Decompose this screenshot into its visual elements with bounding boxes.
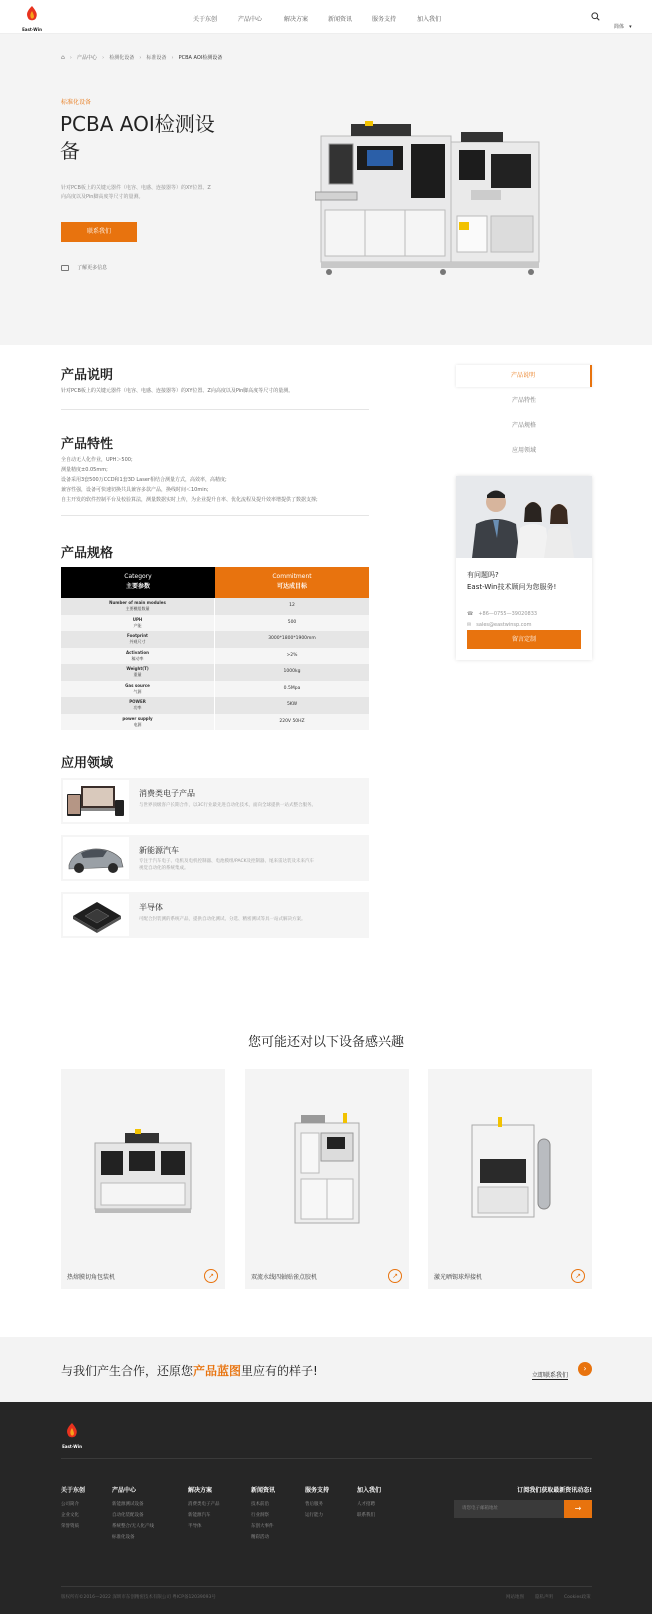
cta-slogan (61, 1362, 318, 1379)
hero-desc (61, 184, 211, 202)
phone-number: +86—0755—39020833 (478, 611, 538, 617)
footer-col-head[interactable]: 关于东创 (61, 1487, 86, 1494)
application-title: 消费类电子产品 (139, 789, 195, 798)
contact-email (467, 611, 531, 630)
nav-join[interactable]: 加入我们 (417, 16, 442, 23)
spec-cell-category (61, 681, 215, 698)
message-icon (61, 265, 69, 271)
description-title: 产品说明 (61, 368, 114, 383)
footer-link[interactable]: 人才招聘 (357, 1502, 375, 1507)
spec-cell-category (61, 697, 215, 714)
home-icon[interactable]: ⌂ (61, 54, 65, 61)
spec-cell-value: >2% (286, 652, 298, 658)
footer-link[interactable]: 联系我们 (357, 1513, 375, 1518)
footer-link[interactable]: 消费类电子产品 (188, 1502, 220, 1507)
footer-col-head[interactable]: 加入我们 (357, 1487, 382, 1494)
sidebar-item-description[interactable] (456, 365, 592, 387)
sidebar-item-applications[interactable]: 应用领域 (511, 447, 536, 454)
chevron-down-icon: ▾ (629, 24, 632, 30)
divider (61, 515, 369, 516)
table-row (61, 681, 369, 698)
subscribe-email-input[interactable]: 请您电子邮箱地址 (454, 1500, 564, 1518)
related-machine-image (468, 1115, 554, 1225)
footer-col-links (305, 1499, 323, 1521)
spec-table (61, 598, 369, 730)
arrow-right-icon[interactable]: ↗ (571, 1269, 585, 1283)
spec-cell-category (61, 615, 215, 632)
footer-col-links (61, 1499, 79, 1532)
application-desc-line: 视觉自动化的系统集成。 (139, 866, 189, 871)
sidebar-item-spec[interactable]: 产品规格 (511, 422, 536, 429)
footer-link[interactable]: 自动化装配设备 (112, 1513, 144, 1518)
application-card-semiconductor[interactable] (61, 892, 369, 938)
divider (61, 1586, 592, 1587)
related-card-label: 热熔膜切角包装机 (67, 1274, 116, 1281)
nav-about[interactable]: 关于东创 (193, 16, 218, 23)
footer-col-links (188, 1499, 220, 1532)
spec-cn: 电源 (133, 721, 142, 727)
footer-col-head[interactable]: 产品中心 (112, 1487, 137, 1494)
subscribe-title: 订阅我们获取最新资讯动态! (517, 1487, 592, 1494)
footer-link[interactable]: 新能源测试设备 (112, 1502, 144, 1507)
copyright: 版权所有©2016—2022 深圳市东创精密技术有限公司 粤ICP备12039093号 (61, 1595, 216, 1600)
contact-us-button[interactable]: 联系我们 (61, 222, 137, 242)
spec-en: Gas source (125, 682, 150, 688)
breadcrumb-sep: › (171, 55, 174, 61)
more-info-label: 了解更多信息 (77, 265, 108, 271)
spec-cell-category (61, 714, 215, 731)
feature-line: 自主开发的软件控制平台及校验算法，测量数据实时上传，为企业提升自率、优化流程及提升效率增提供了数据支撑; (61, 497, 318, 503)
feature-line: 兼容性强，设备可快速切换共具兼容多款产品，换线时间＜10min; (61, 487, 209, 493)
breadcrumb-item[interactable]: 检测化设备 (109, 55, 135, 61)
footer-link[interactable]: 东创大事件 (251, 1524, 274, 1529)
spec-en: Activation (126, 649, 149, 655)
footer-col-links (357, 1499, 375, 1521)
nav-products[interactable]: 产品中心 (238, 16, 263, 23)
footer-col-head[interactable]: 解决方案 (188, 1487, 213, 1494)
spec-cn: 重量 (133, 672, 142, 677)
email-address[interactable]: sales@eastwinsp.com (476, 622, 532, 628)
breadcrumb-item[interactable]: 产品中心 (77, 55, 98, 61)
spec-cell-category (61, 631, 215, 648)
page-title (60, 111, 215, 165)
breadcrumb-item[interactable]: 标准设备 (146, 55, 167, 61)
footer-link[interactable]: 半导体 (188, 1524, 202, 1529)
related-machine-image (291, 1113, 363, 1229)
footer-col-links (112, 1499, 154, 1543)
table-row (61, 598, 369, 615)
spec-header-commitment (215, 567, 369, 598)
table-row (61, 714, 369, 731)
footer-bottom-link[interactable]: 隐私声明 (535, 1595, 553, 1600)
features-title: 产品特性 (61, 437, 114, 452)
subscribe-arrow-icon[interactable]: → (564, 1500, 592, 1518)
phone-icon: ☎ (467, 611, 474, 617)
table-row (61, 697, 369, 714)
footer-link[interactable]: 售后服务 (305, 1502, 323, 1507)
spec-cell-value: 1000kg (283, 669, 301, 674)
footer-col-links (251, 1499, 274, 1543)
footer-bottom-link[interactable]: 网站地图 (506, 1595, 524, 1600)
spec-cell-value: 220V 50HZ (279, 718, 305, 724)
spec-header-category (61, 567, 215, 598)
spec-en: Number of main modules (109, 600, 166, 605)
application-desc (139, 858, 314, 872)
spec-cell-value: 3000*1800*1900mm (268, 636, 316, 641)
contact-now-link[interactable] (532, 1362, 568, 1381)
consumer-electronics-image (63, 780, 129, 822)
spec-cell-category (61, 598, 215, 615)
table-row (61, 648, 369, 665)
spec-en: power supply (122, 715, 153, 721)
site-header (0, 0, 652, 34)
logo-flame-icon (20, 5, 44, 23)
footer-link[interactable]: 企业文化 (61, 1513, 79, 1518)
contact-now-label: 立即联系我们 (532, 1372, 569, 1379)
footer-logo-text: East-Win (62, 1444, 82, 1449)
footer-link[interactable]: 精彩活动 (251, 1535, 269, 1540)
application-card-consumer[interactable] (61, 778, 369, 824)
spec-en: Weight(T) (126, 666, 149, 671)
application-desc: 与世界顶级客户长期合作，以3C行业最先进自动化技术，面向全球提供一站式整合服务。 (139, 803, 317, 808)
applications-title: 应用领域 (61, 756, 114, 771)
spec-header-cn: 可达成目标 (276, 583, 307, 590)
page-title-line1: PCBA AOI检测设 (60, 112, 215, 136)
search-icon[interactable] (591, 12, 600, 21)
footer-logo[interactable] (60, 1422, 84, 1448)
related-card[interactable] (61, 1069, 225, 1289)
spec-cell-category (61, 664, 215, 681)
logo[interactable] (20, 5, 44, 31)
spec-cell-value: 0.5Mpa (283, 685, 301, 691)
hero-desc-line2: 向高度以及Pin脚高度等尺寸的量测。 (61, 194, 144, 200)
contact-question: 有问题吗? (467, 571, 499, 579)
spec-header-cn: 主要参数 (125, 583, 150, 590)
footer-link[interactable]: 系统整合/无人化产线 (112, 1524, 155, 1529)
arrow-right-icon[interactable]: ↗ (388, 1269, 402, 1283)
arrow-right-icon[interactable]: › (578, 1362, 592, 1376)
language-label: 简体 (614, 24, 625, 30)
footer-link[interactable]: 公司简介 (61, 1502, 79, 1507)
spec-header-en: Category (124, 573, 152, 580)
language-switch[interactable] (614, 13, 632, 32)
more-info-link[interactable] (61, 257, 107, 276)
breadcrumb-sep: › (102, 55, 105, 61)
related-card[interactable] (245, 1069, 409, 1289)
footer-link[interactable]: 标准化设备 (112, 1535, 135, 1540)
spec-en: UPH (132, 616, 143, 622)
feature-line: 设备采用3套500万CCD和1套3D Laser相结合测量方式，高效率，高精度; (61, 477, 227, 483)
application-desc-line: 专注于汽车电子、电机及电机控制器、电池模组/PACK及控制器、尾来雷达装及未来汽车 (139, 859, 315, 864)
footer-col-head[interactable]: 服务支持 (305, 1487, 330, 1494)
spec-cn: 外观尺寸 (129, 639, 146, 644)
nav-support[interactable]: 服务支持 (372, 16, 397, 23)
table-row (61, 631, 369, 648)
footer-link[interactable]: 运行能力 (305, 1513, 323, 1518)
application-title: 新能源汽车 (139, 846, 179, 855)
divider (61, 409, 369, 410)
related-title: 您可能还对以下设备感兴趣 (247, 1035, 404, 1050)
features-list (61, 455, 318, 505)
mail-icon: ✉ (467, 622, 472, 628)
spec-en: Footprint (127, 633, 148, 638)
hero-desc-line1: 针对PCB板上的关键元器件（电容、电感、连接器等）的XY位置、Z (61, 185, 211, 191)
related-machine-image (91, 1127, 195, 1223)
spec-cell-value: 12 (289, 603, 295, 608)
cta-slogan-highlight: 产品蓝图 (193, 1364, 242, 1378)
logo-flame-icon (60, 1422, 84, 1440)
divider (61, 1458, 592, 1459)
footer-col-head[interactable]: 新闻资讯 (251, 1487, 276, 1494)
breadcrumb-sep: › (139, 55, 142, 61)
footer-link[interactable]: 荣誉资质 (61, 1524, 79, 1529)
arrow-right-icon[interactable]: ↗ (204, 1269, 218, 1283)
nav-solutions[interactable]: 解决方案 (284, 16, 309, 23)
application-desc: 可配合封装测的系统产品，提供自动化测试、分选、精密测试等具一站式解决方案。 (139, 917, 306, 922)
spec-cn: 功率 (133, 705, 142, 710)
cta-slogan-pre: 与我们产生合作，还原您 (61, 1364, 194, 1378)
footer-link[interactable]: 技术前沿 (251, 1502, 269, 1507)
spec-title: 产品规格 (61, 546, 114, 561)
description-text: 针对PCB板上的关键元器件（电容、电感、连接器等）的XY位置、Z向高度以及Pin脚高度等尺寸的量测。 (61, 388, 294, 394)
semiconductor-chip-image (63, 894, 129, 936)
spec-cn: 稼动率 (131, 655, 144, 661)
footer-link[interactable]: 新能源汽车 (188, 1513, 211, 1518)
breadcrumb-sep: › (69, 55, 72, 61)
breadcrumb (61, 44, 222, 63)
related-card-label: 双流水线四轴贴雀点胶机 (251, 1274, 318, 1281)
sidebar-item-label: 产品说明 (510, 372, 535, 379)
consultants-photo (456, 476, 592, 558)
footer-link[interactable]: 行业洞察 (251, 1513, 269, 1518)
page-title-line2: 备 (60, 139, 80, 163)
spec-header-en: Commitment (272, 573, 312, 580)
cta-slogan-post: 里应有的样子! (241, 1364, 318, 1378)
spec-cn: 气源 (133, 688, 142, 694)
related-card[interactable] (428, 1069, 592, 1289)
application-title: 半导体 (139, 903, 163, 912)
spec-cn: 主要模组数量 (125, 606, 150, 611)
application-card-ev[interactable] (61, 835, 369, 881)
contact-tagline: East-Win技术顾问为您服务! (467, 583, 557, 591)
nav-news[interactable]: 新闻资讯 (328, 16, 353, 23)
feature-line: 全自动无人化作业，UPH＞500; (61, 457, 133, 463)
table-row (61, 664, 369, 681)
spec-cell-value: 500 (287, 619, 297, 625)
breadcrumb-current: PCBA AOI检测设备 (178, 55, 223, 61)
footer-bottom-link[interactable]: Cookies政策 (564, 1595, 591, 1600)
table-row (61, 615, 369, 632)
spec-cn: 产能 (133, 622, 142, 628)
related-card-label: 激光晒锡球焊接机 (434, 1274, 483, 1281)
logo-text: East-Win (22, 27, 42, 32)
custom-message-button[interactable]: 留言定制 (467, 630, 581, 649)
feature-line: 测量精度±0.05mm; (61, 467, 108, 473)
sidebar-item-features[interactable]: 产品特性 (511, 397, 536, 404)
hero-tag: 标准化设备 (61, 99, 92, 106)
ev-car-image (63, 837, 129, 879)
spec-cell-value: 5KW (286, 702, 298, 707)
spec-en: POWER (129, 699, 146, 704)
spec-cell-category (61, 648, 215, 665)
aoi-machine-image (315, 120, 545, 282)
